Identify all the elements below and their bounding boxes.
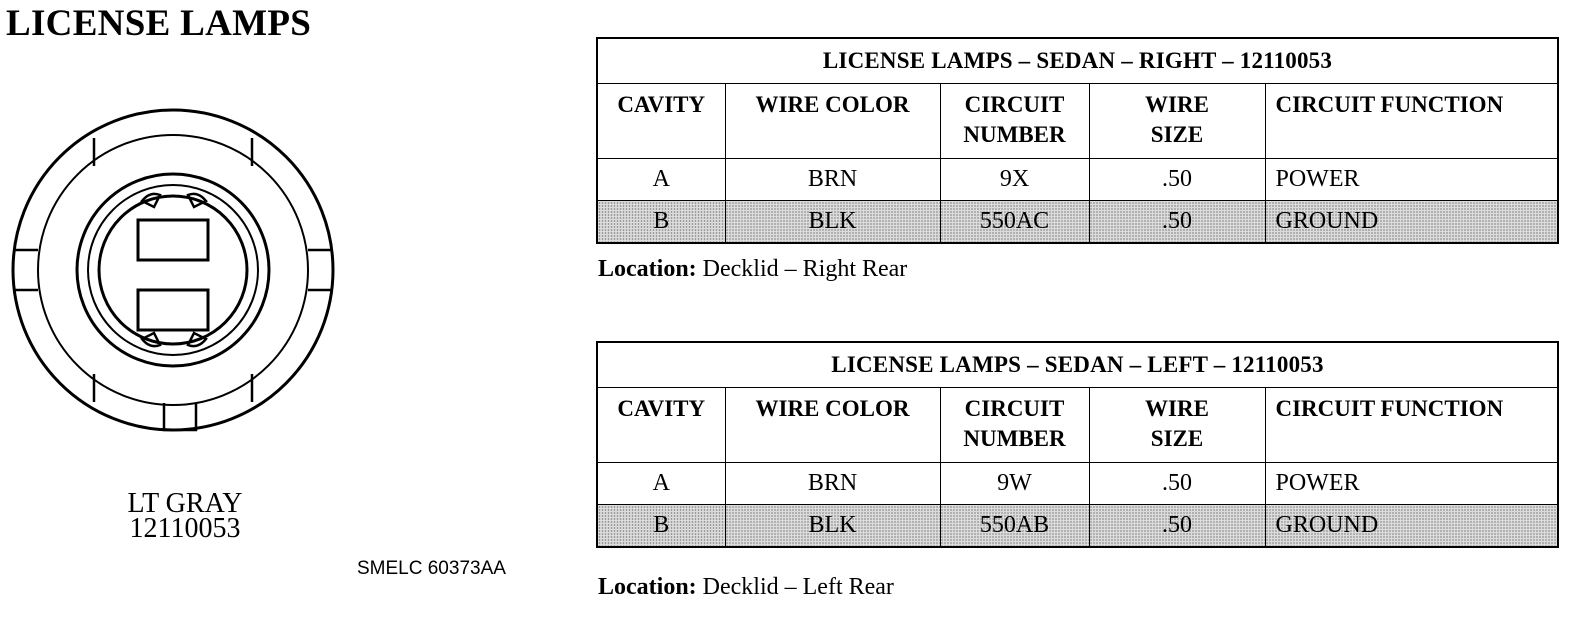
table-row xyxy=(597,505,1558,548)
page-title: LICENSE LAMPS xyxy=(6,3,312,44)
wire-size-cell: .50 xyxy=(1089,463,1265,505)
wire-color-cell: BLK xyxy=(725,505,940,548)
column-header-wire-color: WIRE COLOR xyxy=(725,388,940,463)
location-note-right xyxy=(598,256,907,283)
cavity-cell: B xyxy=(597,505,725,548)
connector-part-number: 12110053 xyxy=(129,513,241,544)
wire-size-cell: .50 xyxy=(1089,201,1265,244)
column-header-cavity: CAVITY xyxy=(597,84,725,159)
circuit-number-cell: 550AC xyxy=(940,201,1089,244)
connector-caption xyxy=(50,488,320,544)
connector-face-drawing xyxy=(10,100,350,445)
location-value: Decklid – Left Rear xyxy=(702,574,894,600)
location-note-left xyxy=(598,574,894,601)
wire-color-cell: BLK xyxy=(725,201,940,244)
connector-color: LT GRAY xyxy=(127,488,243,519)
location-label: Location: xyxy=(598,574,697,600)
column-header-circuit-function: CIRCUIT FUNCTION xyxy=(1265,388,1558,463)
column-header-cavity: CAVITY xyxy=(597,388,725,463)
circuit-function-cell: POWER xyxy=(1265,159,1558,201)
table-title: LICENSE LAMPS – SEDAN – LEFT – 12110053 xyxy=(597,342,1558,388)
column-header-circuit-function: CIRCUIT FUNCTION xyxy=(1265,84,1558,159)
table-title: LICENSE LAMPS – SEDAN – RIGHT – 12110053 xyxy=(597,38,1558,84)
column-header-circuit-number: CIRCUIT NUMBER xyxy=(940,84,1089,159)
wire-size-cell: .50 xyxy=(1089,159,1265,201)
column-header-wire-color: WIRE COLOR xyxy=(725,84,940,159)
circuit-function-cell: GROUND xyxy=(1265,505,1558,548)
circuit-number-cell: 550AB xyxy=(940,505,1089,548)
circuit-number-cell: 9X xyxy=(940,159,1089,201)
table-row xyxy=(597,159,1558,201)
circuit-function-cell: GROUND xyxy=(1265,201,1558,244)
table-row xyxy=(597,463,1558,505)
column-header-circuit-number: CIRCUIT NUMBER xyxy=(940,388,1089,463)
wire-size-cell: .50 xyxy=(1089,505,1265,548)
location-label: Location: xyxy=(598,256,697,282)
column-header-wire-size: WIRE SIZE xyxy=(1089,84,1265,159)
wire-color-cell: BRN xyxy=(725,159,940,201)
figure-code: SMELC 60373AA xyxy=(357,558,506,579)
column-header-wire-size: WIRE SIZE xyxy=(1089,388,1265,463)
cavity-cell: A xyxy=(597,159,725,201)
location-value: Decklid – Right Rear xyxy=(702,256,908,282)
cavity-cell: A xyxy=(597,463,725,505)
circuit-number-cell: 9W xyxy=(940,463,1089,505)
pinout-table-left xyxy=(596,341,1559,548)
circuit-function-cell: POWER xyxy=(1265,463,1558,505)
pinout-table-right xyxy=(596,37,1559,244)
wire-color-cell: BRN xyxy=(725,463,940,505)
table-row xyxy=(597,201,1558,244)
cavity-cell: B xyxy=(597,201,725,244)
